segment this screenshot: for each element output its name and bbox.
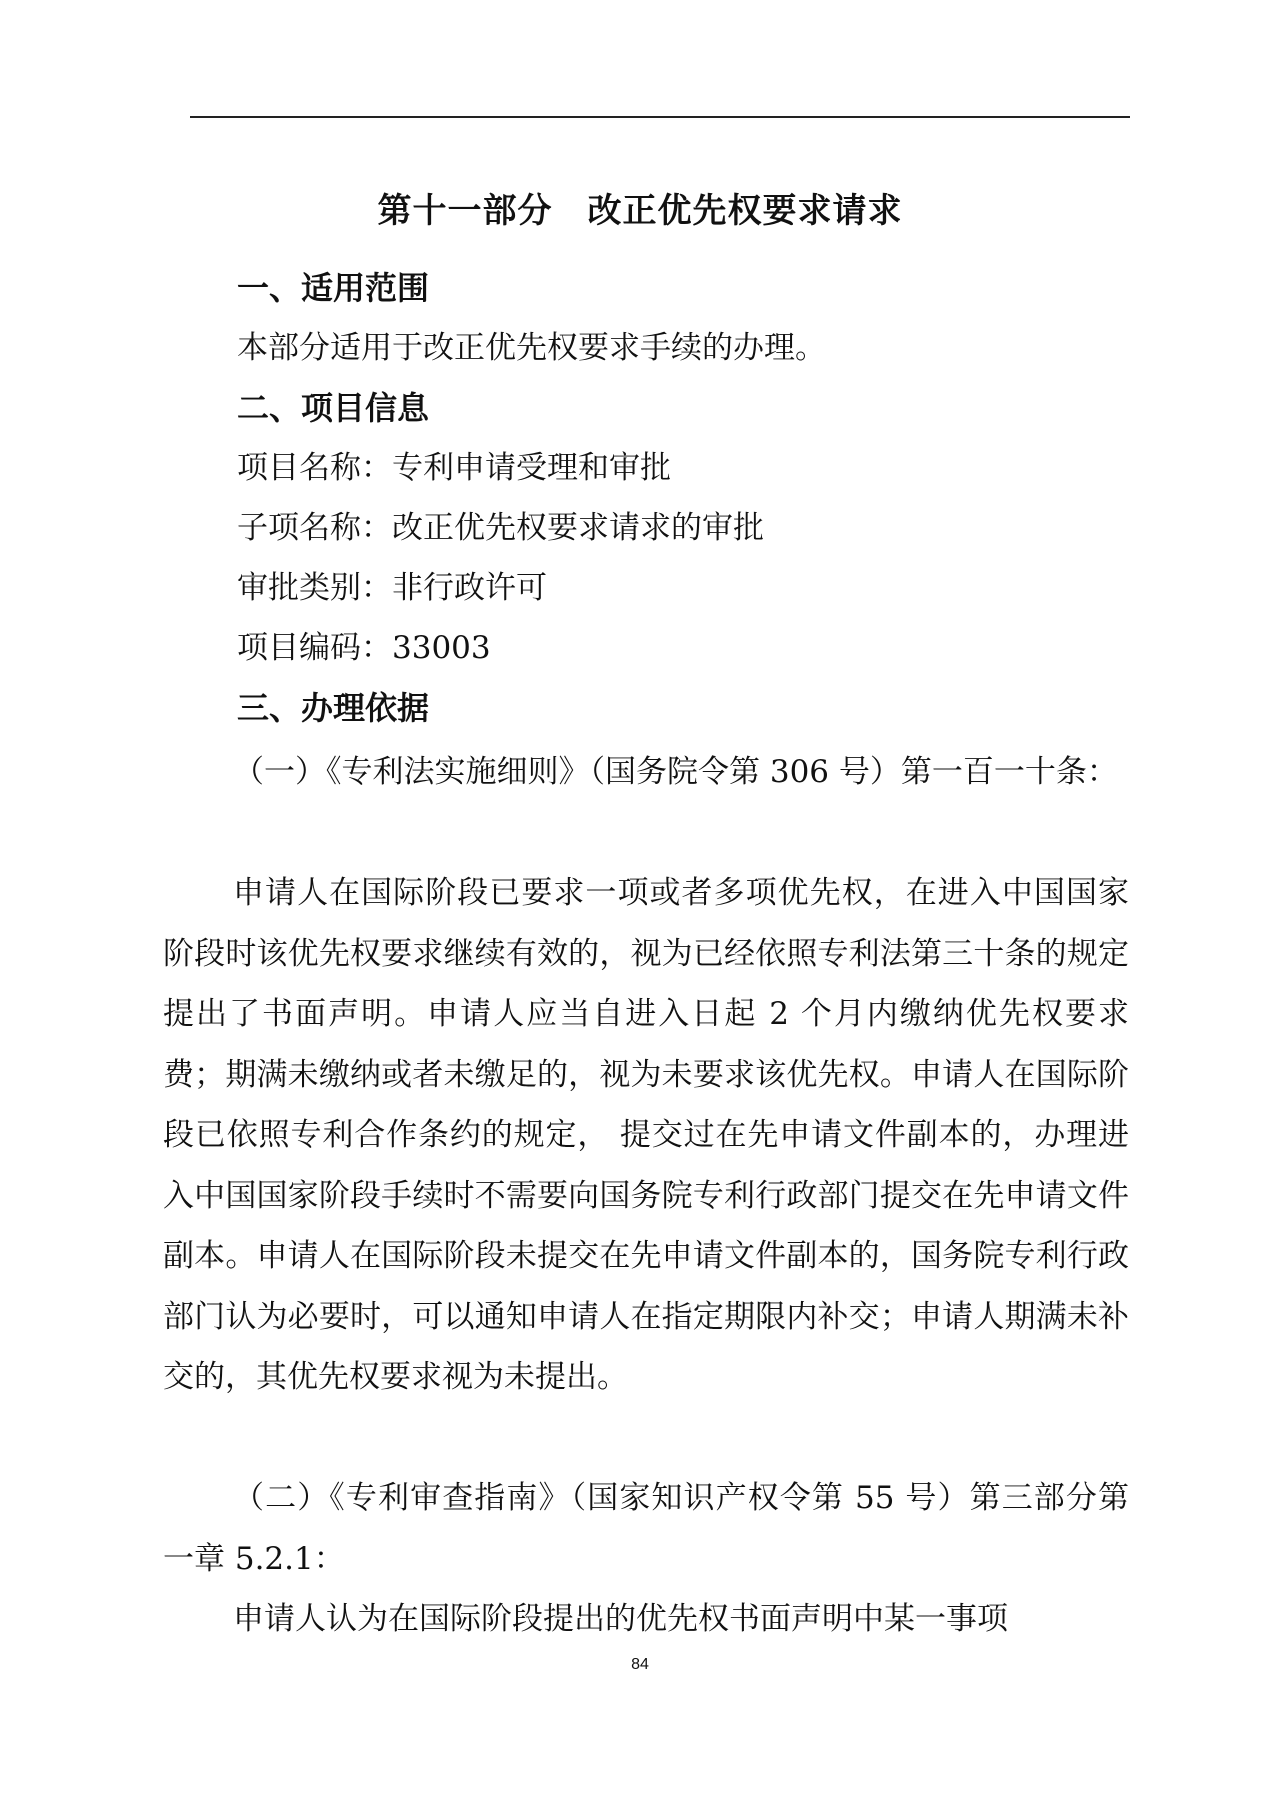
header-rule: [190, 116, 1130, 118]
project-name: 项目名称：专利申请受理和审批: [237, 450, 671, 486]
subitem-name: 子项名称：改正优先权要求请求的审批: [237, 510, 764, 546]
section-heading-project-info: 二、项目信息: [237, 389, 430, 427]
basis-paragraph-1: （一）《专利法实施细则》（国务院令第 306 号）第一百一十条：: [233, 754, 1118, 790]
page-number: 84: [631, 1656, 649, 1673]
basis-paragraph-3: （二）《专利审查指南》（国家知识产权令第 55 号）第三部分第一章 5.2.1：: [163, 1480, 1129, 1577]
page-title: 第十一部分 改正优先权要求请求: [377, 191, 903, 231]
section-heading-scope: 一、适用范围: [237, 269, 430, 307]
approval-category: 审批类别：非行政许可: [237, 570, 547, 606]
section-heading-basis: 三、办理依据: [237, 689, 430, 727]
scope-text: 本部分适用于改正优先权要求手续的办理。: [237, 330, 826, 366]
basis-paragraph-2: 申请人在国际阶段已要求一项或者多项优先权，在进入中国国家阶段时该优先权要求继续有效的，视为已经依照专利法第三十条的规定提出了书面声明。申请人应当自进入日起 2 个月内缴纳优先权要求费；期满未缴纳或者未缴足的，视为未要求该优先权。申请人在国际阶段已依照专利合作条约的规定， 提交过在先申请文件副本的，办理进入中国国家阶段手续时不需要向国务院专利行政部门提交在先申请文件副本。申请人在国际阶段未提交在先申请文件副本的，国务院专利行政部门认为必要时，可以通知申请人在指定期限内补交；申请人期满未补交的，其优先权要求视为未提出。: [163, 875, 1129, 1395]
project-code: 项目编码：33003: [237, 630, 491, 666]
basis-paragraph-4: 申请人认为在国际阶段提出的优先权书面声明中某一事项: [233, 1601, 1008, 1637]
